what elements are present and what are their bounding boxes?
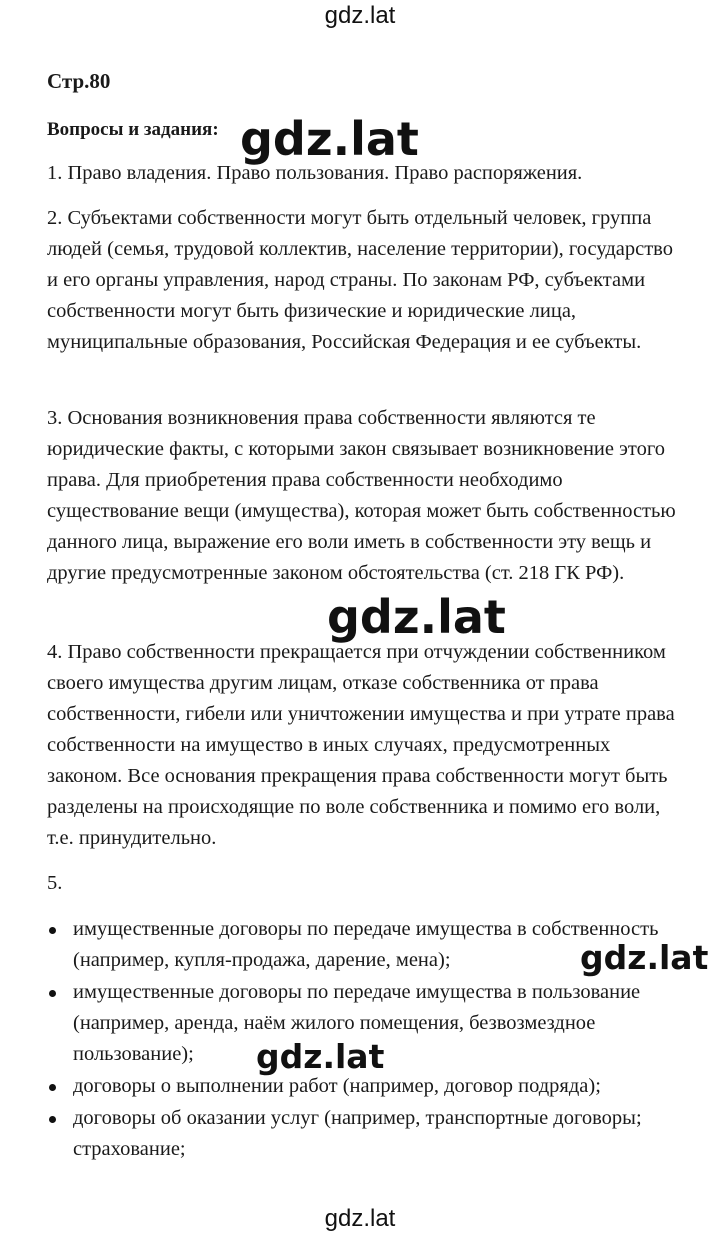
watermark-logo: gdz.lat: [256, 1037, 385, 1076]
watermark-logo: gdz.lat: [240, 112, 419, 166]
bullet-icon: [49, 1084, 56, 1091]
site-header-watermark: gdz.lat: [324, 2, 396, 29]
watermark-logo: gdz.lat: [327, 590, 506, 644]
bullet-icon: [49, 927, 56, 934]
section-heading: Вопросы и задания:: [47, 119, 219, 140]
list-item-text: договоры о выполнении работ (например, договор подряда);: [73, 1075, 601, 1097]
bullet-icon: [49, 990, 56, 997]
list-item-text: имущественные договоры по передаче имущества в пользование (например, аренда, наём жилого помещения, безвозмездное пользование);: [73, 981, 641, 1065]
bullet-icon: [49, 1116, 56, 1123]
list-item-text: договоры об оказании услуг (например, транспортные договоры; страхование;: [73, 1107, 642, 1160]
answer-3: 3. Основания возникновения права собственности являются те юридические факты, с которыми закон связывает возникновение этого права. Для приобретения права собственности необходимо существование вещи (имущества), которая может быть собственностью данного лица, выражение его воли иметь в собственности эту вещь и другие предусмотренные законом обстоятельства (ст. 218 ГК РФ).: [47, 407, 676, 584]
list-item: [47, 1103, 687, 1165]
answer-4: 4. Право собственности прекращается при отчуждении собственником своего имущества другим лицам, отказе собственника от права собственности, гибели или уничтожении имущества и при утрате права собственности на имущество в иных случаях, предусмотренных законом. Все основания прекращения права собственности могут быть разделены на происходящие по воле собственника и помимо его воли, т.е. принудительно.: [47, 641, 675, 849]
page-title: Стр.80: [47, 69, 111, 93]
answer-2: 2. Субъектами собственности могут быть отдельный человек, группа людей (семья, трудовой коллектив, население территории), государство и его органы управления, народ страны. По законам РФ, субъектами собственности могут быть физические и юридические лица, муниципальные образования, Российская Федерация и ее субъекты.: [47, 207, 673, 353]
list-item-text: имущественные договоры по передаче имущества в собственность (например, купля-продажа, дарение, мена);: [73, 918, 659, 971]
answer-5-number: 5.: [47, 872, 63, 894]
answer-1: 1. Право владения. Право пользования. Право распоряжения.: [47, 162, 583, 184]
site-footer-watermark: gdz.lat: [324, 1205, 396, 1232]
watermark-logo: gdz.lat: [580, 938, 709, 977]
